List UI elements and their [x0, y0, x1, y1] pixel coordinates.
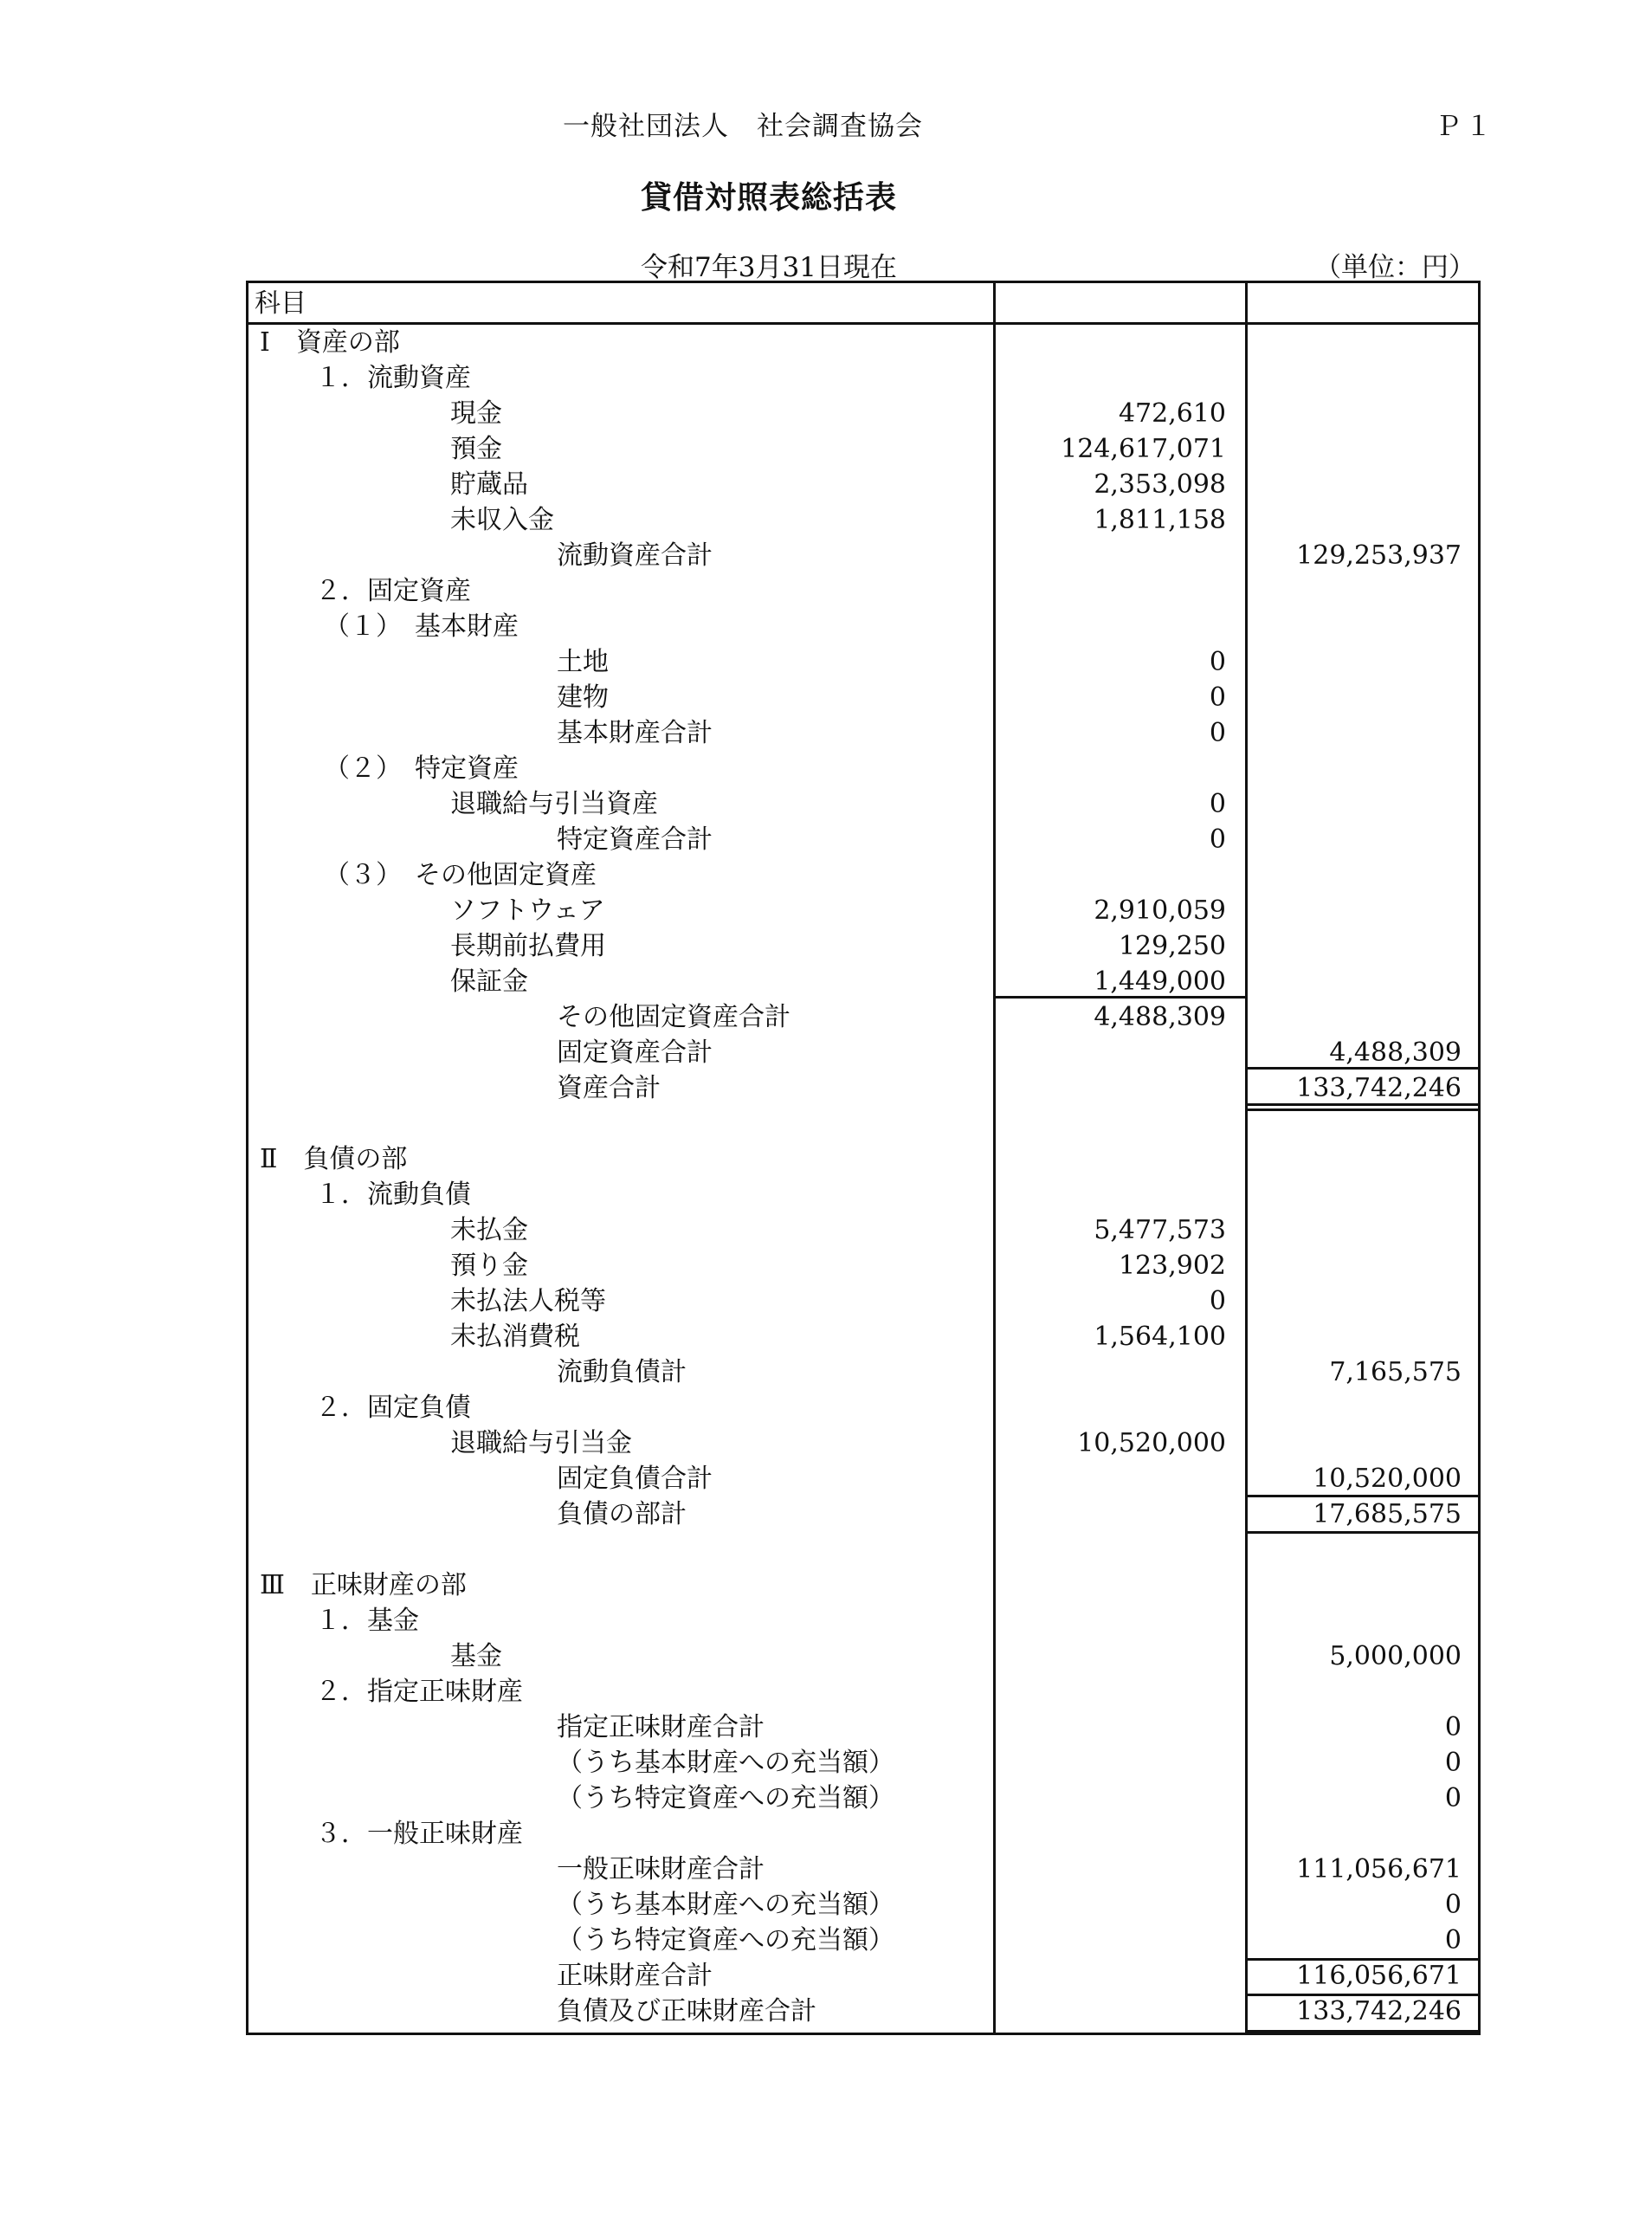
row-amount: 2,353,098 [1094, 469, 1226, 500]
table-row [0, 1994, 1652, 2029]
row-amount: 129,250 [1118, 931, 1226, 961]
table-row [0, 751, 1652, 786]
row-label: 正味財産合計 [557, 1961, 713, 1991]
table-row [0, 1248, 1652, 1283]
table-row [0, 431, 1652, 467]
table-row [0, 1070, 1652, 1106]
table-row [0, 786, 1652, 822]
row-label: ２．固定資産 [315, 576, 471, 606]
table-row [0, 857, 1652, 893]
row-label: １．流動負債 [315, 1180, 471, 1210]
row-total: 0 [1444, 1712, 1462, 1742]
grand-total-double-rule [1245, 2030, 1481, 2033]
row-amount: 2,910,059 [1094, 895, 1226, 926]
row-label: 未払法人税等 [450, 1286, 606, 1316]
row-amount: 10,520,000 [1077, 1428, 1226, 1458]
row-total: 133,742,246 [1296, 1073, 1462, 1103]
row-label: ２．指定正味財産 [315, 1677, 523, 1707]
row-total: 4,488,309 [1329, 1037, 1462, 1068]
row-label: 固定資産合計 [557, 1037, 713, 1068]
row-label: 現金 [450, 398, 502, 429]
table-row [0, 1141, 1652, 1177]
table-row [0, 360, 1652, 396]
row-amount: 0 [1209, 647, 1226, 677]
table-row [0, 715, 1652, 751]
row-amount: 4,488,309 [1094, 1002, 1226, 1032]
row-label: 一般正味財産合計 [557, 1854, 765, 1884]
row-label: （うち基本財産への充当額） [557, 1890, 894, 1920]
table-row [0, 1212, 1652, 1248]
as-of-date: 令和7年3月31日現在 [641, 252, 897, 283]
row-label: 未払金 [450, 1215, 528, 1245]
row-label: ２．固定負債 [315, 1393, 471, 1423]
table-row [0, 928, 1652, 964]
row-label: 流動負債計 [557, 1357, 687, 1387]
table-row [0, 396, 1652, 431]
row-total: 0 [1444, 1890, 1462, 1920]
row-total: 5,000,000 [1329, 1641, 1462, 1671]
row-label: 土地 [557, 647, 609, 677]
row-label: 流動資産合計 [557, 540, 713, 571]
row-label: １．流動資産 [315, 363, 471, 393]
table-row [0, 1567, 1652, 1603]
row-label: 長期前払費用 [450, 931, 606, 961]
row-label: 未払消費税 [450, 1322, 580, 1352]
row-amount: 0 [1209, 718, 1226, 748]
table-row [0, 893, 1652, 928]
table-row [0, 1958, 1652, 1994]
table-row [0, 1425, 1652, 1461]
table-row [0, 325, 1652, 360]
row-label: 基本財産合計 [557, 718, 713, 748]
table-row [0, 1496, 1652, 1532]
table-row [0, 1887, 1652, 1923]
row-label: （１） 基本財産 [324, 611, 519, 642]
row-amount: 0 [1209, 789, 1226, 819]
page-number: Ｐ１ [1435, 111, 1495, 142]
grand-total-double-rule [1245, 1108, 1481, 1111]
row-label: 退職給与引当金 [450, 1428, 632, 1458]
row-label: その他固定資産合計 [557, 1002, 791, 1032]
table-row [0, 1781, 1652, 1816]
row-total: 111,056,671 [1296, 1854, 1462, 1884]
row-amount: 1,811,158 [1094, 505, 1226, 535]
row-label: 預り金 [450, 1251, 528, 1281]
table-row [0, 1923, 1652, 1958]
document-title: 貸借対照表総括表 [641, 180, 898, 216]
table-row [0, 1603, 1652, 1639]
row-total: 116,056,671 [1296, 1961, 1462, 1991]
table-row [0, 1283, 1652, 1319]
row-amount: 1,564,100 [1094, 1322, 1226, 1352]
table-row [0, 1816, 1652, 1852]
row-label: （３） その他固定資産 [324, 860, 597, 890]
row-label: 特定資産合計 [557, 824, 713, 855]
table-row [0, 1745, 1652, 1781]
table-row [0, 680, 1652, 715]
table-row [0, 1354, 1652, 1390]
row-label: 負債及び正味財産合計 [557, 1996, 816, 2026]
row-label: Ⅱ 負債の部 [260, 1144, 408, 1174]
table-row [0, 644, 1652, 680]
table-row [0, 822, 1652, 857]
row-label: 負債の部計 [557, 1499, 687, 1529]
row-amount: 123,902 [1118, 1251, 1226, 1281]
row-label: 預金 [450, 434, 502, 464]
table-row [0, 467, 1652, 502]
row-label: （２） 特定資産 [324, 753, 519, 784]
table-row [0, 502, 1652, 538]
row-total: 133,742,246 [1296, 1996, 1462, 2026]
row-amount: 124,617,071 [1061, 434, 1226, 464]
table-row [0, 964, 1652, 999]
table-row [0, 1319, 1652, 1354]
row-label: （うち特定資産への充当額） [557, 1925, 894, 1955]
table-row [0, 1710, 1652, 1745]
row-total: 0 [1444, 1925, 1462, 1955]
row-total: 10,520,000 [1313, 1464, 1462, 1494]
table-row [0, 999, 1652, 1035]
currency-unit: （単位：円） [1314, 252, 1475, 283]
row-label: 指定正味財産合計 [557, 1712, 765, 1742]
table-row [0, 1177, 1652, 1212]
table-row [0, 1674, 1652, 1710]
row-label: 未収入金 [450, 505, 554, 535]
row-total: 129,253,937 [1296, 540, 1462, 571]
row-amount: 0 [1209, 1286, 1226, 1316]
table-row [0, 573, 1652, 609]
row-total: 17,685,575 [1313, 1499, 1462, 1529]
table-row [0, 609, 1652, 644]
row-label: 固定負債合計 [557, 1464, 713, 1494]
row-amount: 0 [1209, 682, 1226, 713]
table-row [0, 1852, 1652, 1887]
row-label: 基金 [450, 1641, 502, 1671]
table-row [0, 1639, 1652, 1674]
table-row [0, 1035, 1652, 1070]
row-amount: 1,449,000 [1094, 966, 1226, 997]
row-label: 資産合計 [557, 1073, 661, 1103]
column-header-subject: 科目 [255, 288, 307, 319]
row-label: １．基金 [315, 1606, 419, 1636]
row-label: （うち基本財産への充当額） [557, 1748, 894, 1778]
row-label: 保証金 [450, 966, 528, 997]
row-total: 7,165,575 [1329, 1357, 1462, 1387]
row-label: ３．一般正味財産 [315, 1819, 523, 1849]
row-label: Ⅲ 正味財産の部 [260, 1570, 467, 1600]
table-row [0, 538, 1652, 573]
row-label: （うち特定資産への充当額） [557, 1783, 894, 1813]
row-total: 0 [1444, 1748, 1462, 1778]
organization-name: 一般社団法人 社会調査協会 [563, 111, 923, 142]
row-amount: 472,610 [1118, 398, 1226, 429]
row-label: 建物 [557, 682, 609, 713]
row-amount: 0 [1209, 824, 1226, 855]
row-label: 退職給与引当資産 [450, 789, 658, 819]
row-total: 0 [1444, 1783, 1462, 1813]
row-amount: 5,477,573 [1094, 1215, 1226, 1245]
row-label: Ⅰ 資産の部 [260, 327, 400, 358]
table-row [0, 1461, 1652, 1496]
row-label: ソフトウェア [450, 895, 605, 926]
row-label: 貯蔵品 [450, 469, 528, 500]
table-row [0, 1390, 1652, 1425]
